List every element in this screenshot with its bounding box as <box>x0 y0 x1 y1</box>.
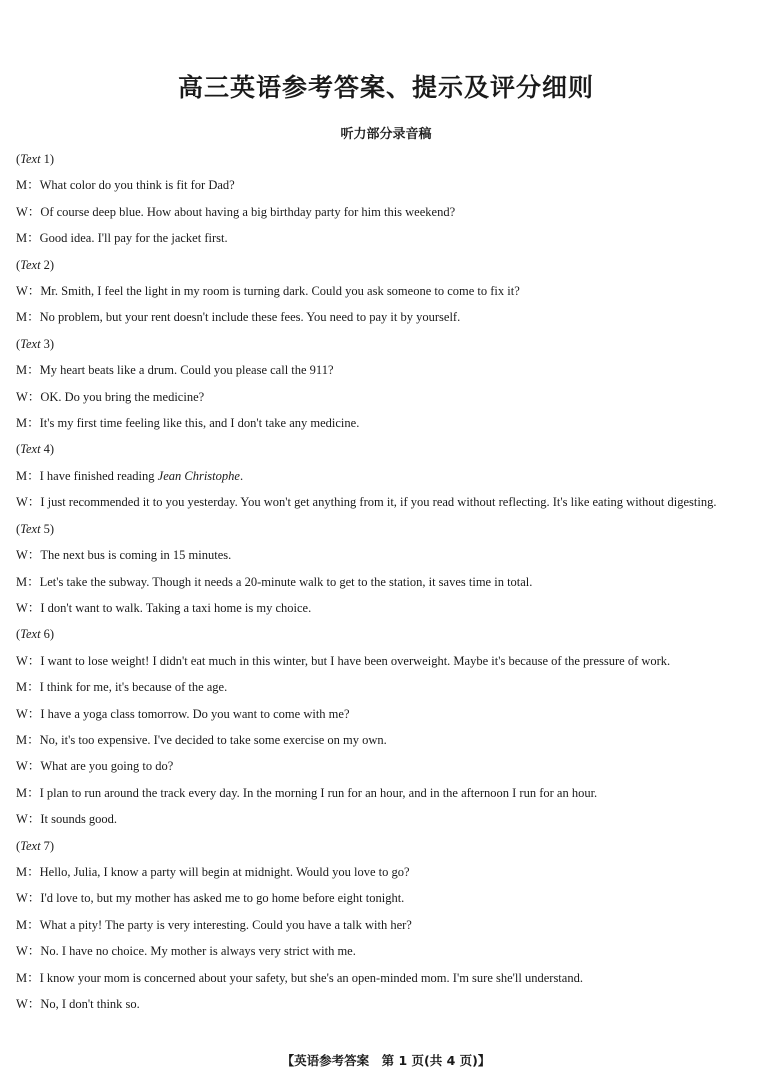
speaker-label: W： <box>16 891 41 906</box>
dialogue-text: Good idea. I'll pay for the jacket first. <box>39 231 228 246</box>
speaker-label: W： <box>16 759 41 774</box>
dialogue-text: The next bus is coming in 15 minutes. <box>40 548 232 563</box>
speaker-label: W： <box>16 944 41 959</box>
speaker-label: M： <box>16 970 40 985</box>
dialogue-text: Let's take the subway. Though it needs a 20-minute walk to get to the station, it saves time in total. <box>39 574 533 589</box>
dialogue-text: No, it's too expensive. I've decided to take some exercise on my own. <box>39 732 387 747</box>
dialogue-line <box>16 357 764 383</box>
dialogue-line <box>16 859 764 885</box>
speaker-label: W： <box>16 997 41 1011</box>
dialogue-text: I'd love to, but my mother has asked me to go home before eight tonight. <box>40 891 405 906</box>
dialogue-line <box>16 674 764 700</box>
dialogue-text: No. I have no choice. My mother is always very strict with me. <box>40 944 356 959</box>
section-heading: (Text 7) <box>16 838 55 853</box>
dialogue-text: I have finished reading <box>39 468 158 483</box>
document-title: 高三英语参考答案、提示及评分细则 <box>177 73 594 102</box>
document-subtitle: 听力部分录音稿 <box>340 127 432 142</box>
dialogue-line <box>16 199 764 225</box>
dialogue-text: No problem, but your rent doesn't include these fees. You need to pay it by yourself. <box>39 310 461 325</box>
section-heading: (Text 5) <box>16 521 55 536</box>
dialogue-line <box>16 569 764 595</box>
section-heading: (Text 2) <box>16 257 55 272</box>
speaker-label: W： <box>16 653 41 668</box>
dialogue-line <box>16 304 764 330</box>
dialogue-line <box>16 780 764 806</box>
dialogue-text: Mr. Smith, I feel the light in my room is turning dark. Could you ask someone to come to fix it? <box>40 284 520 299</box>
dialogue-text: What a pity! The party is very interesting. Could you have a talk with her? <box>39 917 412 932</box>
dialogue-text: No, I don't think so. <box>40 997 140 1011</box>
dialogue-line <box>16 885 764 911</box>
speaker-label: W： <box>16 600 41 615</box>
speaker-label: W： <box>16 389 41 404</box>
section-heading: (Text 6) <box>16 627 55 642</box>
dialogue-text: I just recommended it to you yesterday. You won't get anything from it, if you read without reflecting. It's like eating without digesting. <box>40 495 717 510</box>
speaker-label: M： <box>16 416 40 431</box>
dialogue-line <box>16 278 764 304</box>
dialogue-text: I have a yoga class tomorrow. Do you want to come with me? <box>40 706 350 721</box>
speaker-label: M： <box>16 864 40 879</box>
dialogue-text: I think for me, it's because of the age. <box>39 680 228 695</box>
speaker-label: W： <box>16 548 41 563</box>
speaker-label: W： <box>16 706 41 721</box>
dialogue-text: I don't want to walk. Taking a taxi home is my choice. <box>40 600 312 615</box>
dialogue-text: It's my first time feeling like this, and I don't take any medicine. <box>39 416 360 431</box>
section-heading: (Text 1) <box>16 152 55 166</box>
dialogue-line <box>16 595 764 621</box>
dialogue-line <box>16 912 764 938</box>
page-footer: 【英语参考答案 第 1 页(共 4 页)】 <box>281 1053 491 1068</box>
speaker-label: M： <box>16 363 40 378</box>
dialogue-text: Of course deep blue. How about having a big birthday party for him this weekend? <box>40 204 456 219</box>
dialogue-line <box>16 225 764 251</box>
speaker-label: W： <box>16 495 41 510</box>
dialogue-line <box>16 991 764 1017</box>
dialogue-text: What color do you think is fit for Dad? <box>39 178 235 193</box>
dialogue-line <box>16 410 764 436</box>
speaker-label: W： <box>16 284 41 299</box>
speaker-label: M： <box>16 310 40 325</box>
dialogue-line <box>16 701 764 727</box>
dialogue-line <box>16 489 764 515</box>
dialogue-line <box>16 727 764 753</box>
transcript-body <box>16 146 764 1017</box>
dialogue-text: OK. Do you bring the medicine? <box>40 389 205 404</box>
speaker-label: M： <box>16 231 40 246</box>
section-heading: (Text 3) <box>16 336 55 351</box>
dialogue-text: I plan to run around the track every day. In the morning I run for an hour, and in the afternoon I run for an hour. <box>39 785 598 800</box>
dialogue-line: M：I have finished reading Jean Christophe. <box>16 468 244 483</box>
dialogue-text: My heart beats like a drum. Could you please call the 911? <box>39 363 334 378</box>
speaker-label: M： <box>16 785 40 800</box>
speaker-label: M： <box>16 468 40 483</box>
section-heading: (Text 4) <box>16 442 55 457</box>
speaker-label: M： <box>16 178 40 193</box>
book-title: Jean Christophe <box>157 468 240 483</box>
dialogue-text: Hello, Julia, I know a party will begin at midnight. Would you love to go? <box>39 864 410 879</box>
speaker-label: M： <box>16 732 40 747</box>
speaker-label: M： <box>16 574 40 589</box>
dialogue-line <box>16 806 764 832</box>
dialogue-text: What are you going to do? <box>40 759 174 774</box>
dialogue-text: It sounds good. <box>40 812 118 827</box>
speaker-label: W： <box>16 204 41 219</box>
dialogue-line <box>16 965 764 991</box>
dialogue-line <box>16 938 764 964</box>
speaker-label: M： <box>16 917 40 932</box>
dialogue-line <box>16 753 764 779</box>
dialogue-text: I want to lose weight! I didn't eat much in this winter, but I have been overweight. Maybe it's because of the pressure of work. <box>40 653 671 668</box>
dialogue-text: I know your mom is concerned about your safety, but she's an open-minded mom. I'm sure she'll understand. <box>39 970 583 985</box>
dialogue-line <box>16 384 764 410</box>
speaker-label: M： <box>16 680 40 695</box>
dialogue-line <box>16 648 764 674</box>
dialogue-line <box>16 172 764 198</box>
dialogue-line <box>16 542 764 568</box>
speaker-label: W： <box>16 812 41 827</box>
